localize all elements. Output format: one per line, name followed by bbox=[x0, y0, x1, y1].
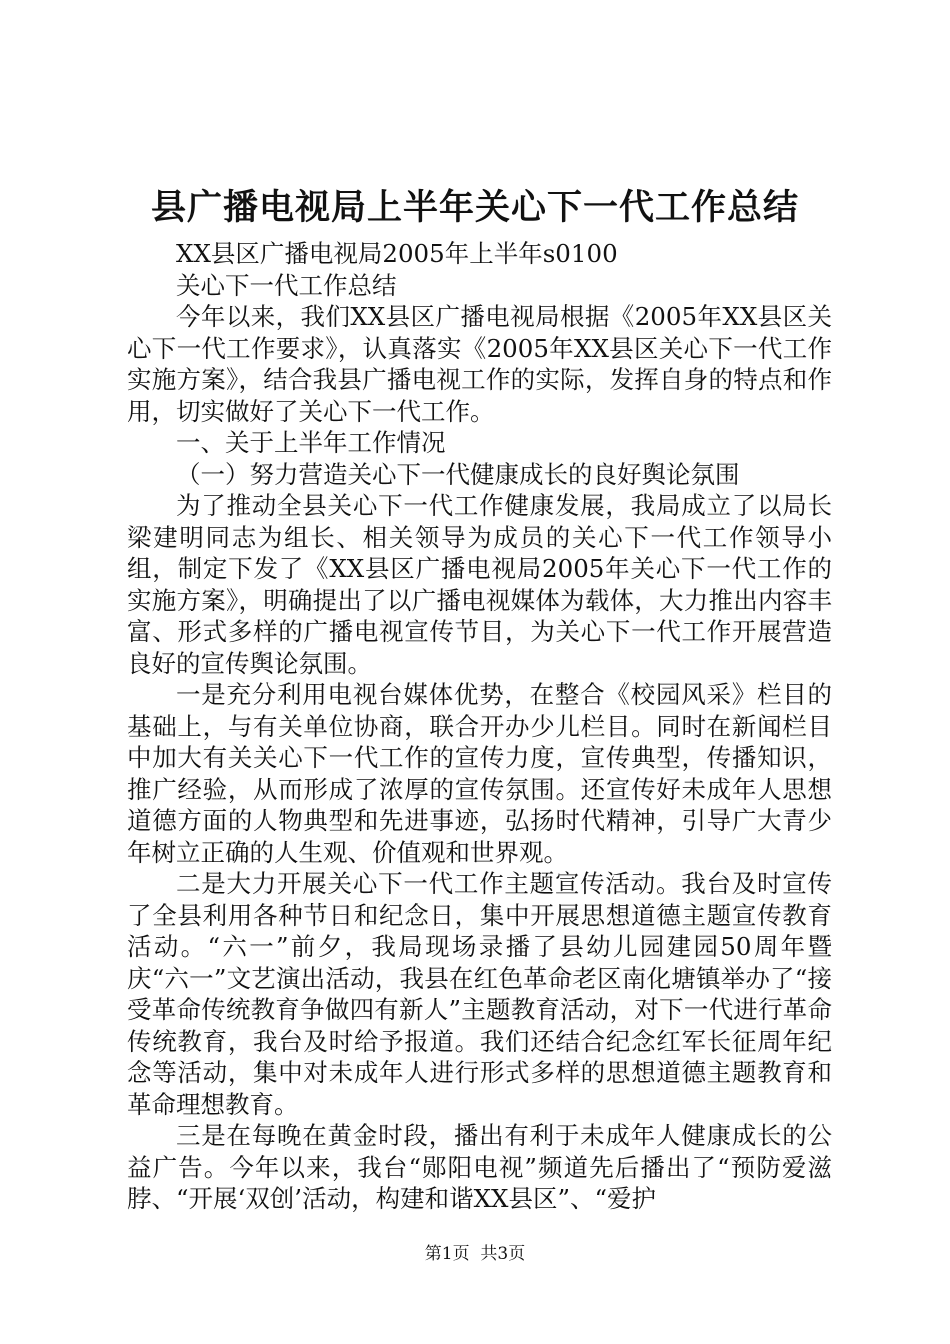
paragraph-body: 为了推动全县关心下一代工作健康发展，我局成立了以局长梁建明同志为组长、相关领导为成员的关心下一代工作领导小组，制定下发了《XX县区广播电视局2005年关心下一代工作的实施方案》，明确提出了以广播电视媒体为载体，大力推出内容丰富、形式多样的广播电视宣传节目，为关心下一代工作开展营造良好的宣传舆论氛围。 bbox=[127, 491, 832, 678]
paragraph-intro: 今年以来，我们XX县区广播电视局根据《2005年XX县区关心下一代工作要求》，认真落实《2005年XX县区关心下一代工作实施方案》，结合我县广播电视工作的实际，发挥自身的特点和作用，切实做好了关心下一代工作。 bbox=[127, 302, 832, 426]
page-footer: 第1页 共3页 bbox=[424, 1244, 526, 1264]
paragraph-body: 三是在每晚在黄金时段，播出有利于未成年人健康成长的公益广告。今年以来，我台“郧阳电视”频道先后播出了“预防爱滋脖、“开展‘双创’活动，构建和谐XX县区”、“爱护 bbox=[127, 1121, 832, 1213]
paragraph-subtitle-line2: 关心下一代工作总结 bbox=[176, 270, 397, 300]
section-heading: 一、关于上半年工作情况 bbox=[176, 428, 446, 457]
paragraph-body: 一是充分利用电视台媒体优势，在整合《校园风采》栏目的基础上，与有关单位协商，联合开办少儿栏目。同时在新闻栏目中加大有关关心下一代工作的宣传力度，宣传典型，传播知识，推广经验，从而形成了浓厚的宣传氛围。还宣传好未成年人思想道德方面的人物典型和先进事迹，弘扬时代精神，引导广大青少年树立正确的人生观、价值观和世界观。 bbox=[127, 680, 832, 867]
document-body bbox=[127, 238, 832, 1215]
paragraph-subtitle-line1: XX县区广播电视局2005年上半年s0100 bbox=[176, 239, 618, 268]
paragraph-body: 二是大力开展关心下一代工作主题宣传活动。我台及时宣传了全县利用各种节日和纪念日，集中开展思想道德主题宣传教育活动。“六一”前夕，我局现场录播了县幼儿园建园50周年暨庆“六一”文艺演出活动，我县在红色革命老区南化塘镇举办了“接受革命传统教育争做四有新人”主题教育活动，对下一代进行革命传统教育，我台及时给予报道。我们还结合纪念红军长征周年纪念等活动，集中对未成年人进行形式多样的思想道德主题教育和革命理想教育。 bbox=[127, 869, 832, 1119]
subsection-heading: （一）努力营造关心下一代健康成长的良好舆论氛围 bbox=[176, 459, 740, 489]
document-title: 县广播电视局上半年关心下一代工作总结 bbox=[150, 188, 799, 228]
